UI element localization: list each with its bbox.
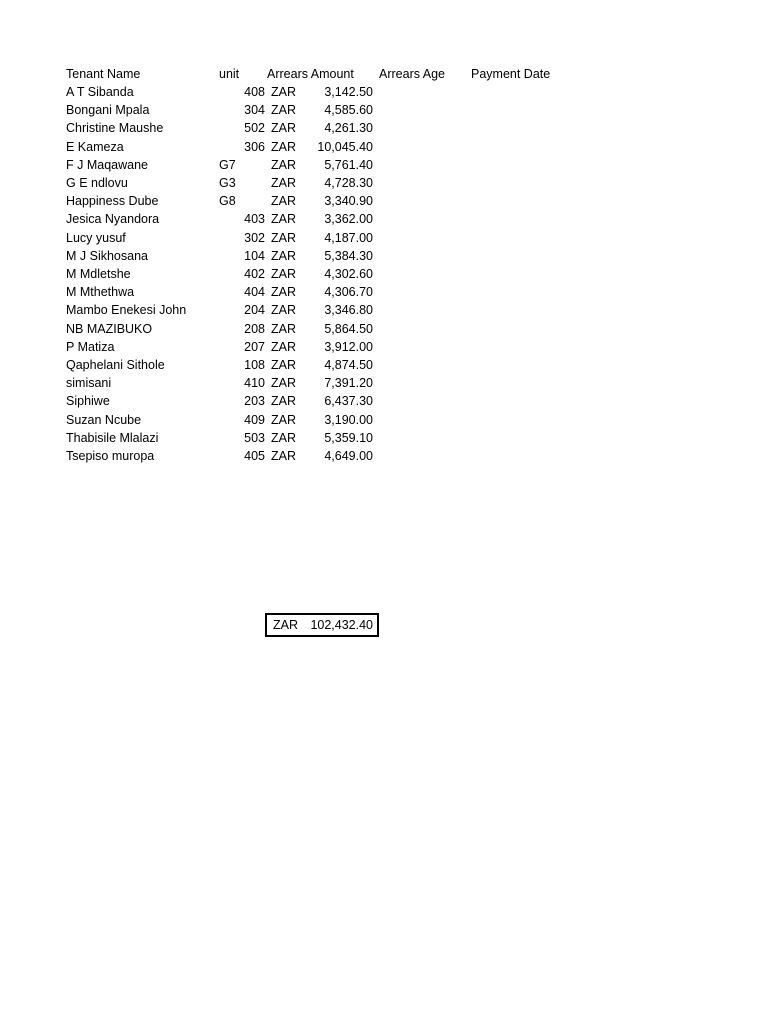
arrears-amount: 4,306.70 [324, 285, 373, 300]
arrears-amount: 7,391.20 [324, 376, 373, 391]
currency-code: ZAR [271, 321, 296, 336]
table-row [0, 265, 768, 283]
unit-number: 410 [244, 376, 265, 391]
table-row [0, 229, 768, 247]
header-unit: unit [219, 67, 240, 81]
unit-number: 403 [244, 212, 265, 227]
table-row [0, 447, 768, 465]
currency-code: ZAR [271, 248, 296, 263]
tenant-name: Tsepiso muropa [66, 449, 155, 463]
total-currency: ZAR [273, 618, 298, 632]
unit-number: 405 [244, 449, 265, 463]
arrears-amount: 3,362.00 [324, 212, 373, 227]
tenant-name: Thabisile Mlalazi [66, 430, 159, 445]
currency-code: ZAR [271, 412, 296, 427]
header-row [0, 65, 768, 83]
unit-number: 304 [244, 103, 265, 118]
unit-number: G7 [219, 157, 236, 172]
currency-code: ZAR [271, 103, 296, 118]
table-row [0, 283, 768, 301]
header-payment-date: Payment Date [471, 67, 551, 81]
arrears-amount: 10,045.40 [317, 139, 373, 154]
currency-code: ZAR [271, 358, 296, 372]
tenant-name: M J Sikhosana [66, 248, 148, 263]
currency-code: ZAR [271, 139, 296, 154]
arrears-amount: 3,190.00 [324, 412, 373, 427]
unit-number: 503 [244, 430, 265, 445]
table-row [0, 138, 768, 156]
table-row [0, 338, 768, 356]
currency-code: ZAR [271, 194, 296, 209]
tenant-name: Jesica Nyandora [66, 212, 160, 227]
arrears-amount: 5,761.40 [324, 157, 373, 172]
currency-code: ZAR [271, 85, 296, 99]
tenant-name: Lucy yusuf [66, 230, 126, 245]
tenant-name: M Mdletshe [66, 267, 131, 281]
unit-number: 204 [244, 303, 265, 318]
currency-code: ZAR [271, 285, 296, 300]
unit-number: 203 [244, 394, 265, 409]
table-row [0, 210, 768, 228]
unit-number: 408 [244, 85, 265, 99]
header-arrears-age: Arrears Age [379, 67, 446, 81]
unit-number: 404 [244, 285, 265, 300]
currency-code: ZAR [271, 449, 296, 463]
unit-number: 502 [244, 121, 265, 136]
arrears-amount: 4,261.30 [324, 121, 373, 136]
table-row [0, 174, 768, 192]
currency-code: ZAR [271, 394, 296, 409]
arrears-amount: 3,346.80 [324, 303, 373, 318]
table-row [0, 247, 768, 265]
unit-number: 108 [244, 358, 265, 372]
tenant-name: M Mthethwa [66, 285, 135, 300]
unit-number: 302 [244, 230, 265, 245]
arrears-amount: 5,864.50 [324, 321, 373, 336]
arrears-amount: 5,359.10 [324, 430, 373, 445]
unit-number: G8 [219, 194, 236, 209]
tenant-name: Mambo Enekesi John [66, 303, 187, 318]
tenant-name: NB MAZIBUKO [66, 321, 153, 336]
tenant-name: E Kameza [66, 139, 124, 154]
tenant-name: P Matiza [66, 339, 115, 354]
tenant-name: simisani [66, 376, 112, 391]
currency-code: ZAR [271, 121, 296, 136]
arrears-amount: 3,340.90 [324, 194, 373, 209]
currency-code: ZAR [271, 303, 296, 318]
total-box [265, 613, 379, 637]
unit-number: 208 [244, 321, 265, 336]
table-row [0, 83, 768, 101]
tenant-name: Christine Maushe [66, 121, 164, 136]
arrears-amount: 4,728.30 [324, 176, 373, 190]
arrears-amount: 3,142.50 [324, 85, 373, 99]
table-row [0, 192, 768, 210]
tenant-name: G E ndlovu [66, 176, 128, 190]
tenant-name: Happiness Dube [66, 194, 159, 209]
arrears-amount: 4,649.00 [324, 449, 373, 463]
tenant-name: Suzan Ncube [66, 412, 142, 427]
table-row [0, 156, 768, 174]
table-row [0, 320, 768, 338]
table-row [0, 374, 768, 392]
tenant-name: Bongani Mpala [66, 103, 150, 118]
currency-code: ZAR [271, 339, 296, 354]
arrears-amount: 6,437.30 [324, 394, 373, 409]
unit-number: 402 [244, 267, 265, 281]
tenant-name: Qaphelani Sithole [66, 358, 165, 372]
currency-code: ZAR [271, 376, 296, 391]
arrears-amount: 4,585.60 [324, 103, 373, 118]
arrears-amount: 4,874.50 [324, 358, 373, 372]
header-arrears-amount: Arrears Amount [267, 67, 354, 81]
arrears-amount: 3,912.00 [324, 339, 373, 354]
table-row [0, 411, 768, 429]
currency-code: ZAR [271, 267, 296, 281]
currency-code: ZAR [271, 176, 296, 190]
tenant-name: A T Sibanda [66, 85, 134, 99]
total-amount: 102,432.40 [310, 618, 373, 632]
table-row [0, 392, 768, 410]
tenant-name: F J Maqawane [66, 157, 148, 172]
table-row [0, 356, 768, 374]
table-row [0, 119, 768, 137]
unit-number: G3 [219, 176, 236, 190]
unit-number: 306 [244, 139, 265, 154]
table-row [0, 101, 768, 119]
unit-number: 409 [244, 412, 265, 427]
table-row [0, 301, 768, 319]
arrears-amount: 5,384.30 [324, 248, 373, 263]
arrears-amount: 4,302.60 [324, 267, 373, 281]
unit-number: 104 [244, 248, 265, 263]
currency-code: ZAR [271, 430, 296, 445]
arrears-amount: 4,187.00 [324, 230, 373, 245]
table-row [0, 429, 768, 447]
tenant-name: Siphiwe [66, 394, 110, 409]
currency-code: ZAR [271, 212, 296, 227]
unit-number: 207 [244, 339, 265, 354]
header-tenant-name: Tenant Name [66, 67, 141, 81]
currency-code: ZAR [271, 230, 296, 245]
currency-code: ZAR [271, 157, 296, 172]
